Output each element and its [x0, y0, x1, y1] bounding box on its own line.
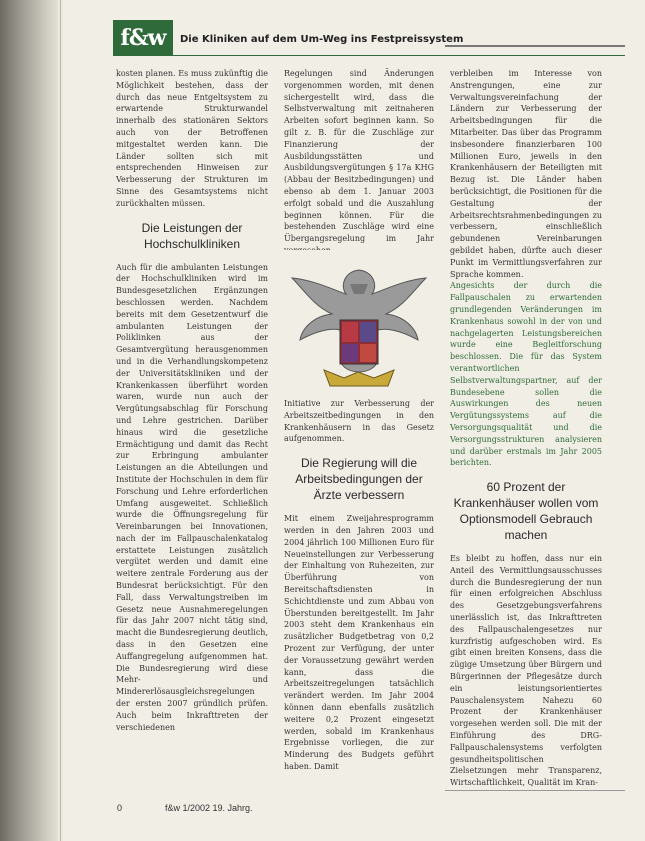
- running-header: Die Kliniken auf dem Um-Weg ins Festpreissystem: [180, 34, 464, 45]
- column-3-green-paragraph: Angesichts der durch die Fallpauschalen zu erwartenden grundlegenden Veränderungen im Krankenhaus sowohl in der von und nachgelagerten Leistungsbereichen wurde eine Begleitforschung beschlossen. Die für das System verantwortlichen Selbstverwaltungspartner, auf der Bundesebene sollen die Auswirkungen des neuen Vergütungssystems auf die Versorgungsqualität und die Versorgungsstrukturen analysieren und darüber erstmals im Jahr 2005 berichten.: [450, 281, 602, 468]
- gutter-line: [60, 0, 61, 841]
- magazine-logo: f&w: [113, 20, 173, 56]
- issue-reference: f&w 1/2002 19. Jahrg.: [165, 803, 253, 813]
- text-column-2: [284, 68, 434, 257]
- column-2-body: Mit einem Zweijahresprogramm werden in den Jahren 2003 und 2004 jährlich 100 Millionen Euro für Neueinstellungen zur Verbesserung der Einhaltung von Ruhezeiten, zur Überführung von Bereitschaftsdiensten in Schichtdienste und zum Abbau von Überstunden bereitgestellt. Im Jahr 2003 steht dem Krankenhaus ein zusätzlicher Budgetbetrag von 0,2 Prozent zur Verfügung, der unter der Voraussetzung gewährt werden kann, dass die Arbeitszeitregelungen tatsächlich verändert werden. Im Jahr 2004 können dann ebenfalls zusätzlich weitere 0,2 Prozent eingesetzt werden, sobald im Krankenhaus Ergebnisse vorliegen, die zur Minderung des Budgets geführt haben. Damit: [284, 514, 434, 771]
- subheading-arbeitsbedingungen: Die Regierung will die Arbeitsbedingungen der Ärzte verbessern: [295, 456, 423, 503]
- column-3-intro: verbleiben im Interesse von Anstrengungen, eine zur Verwaltungsvereinfachung der Ländern zur Verbesserung der Arbeitsbedingungen für die Mitarbeiter. Das über das Programm insbesondere finanzierbaren 100 Millionen Euro, jeweils in den Krankenhäusern der Beteiligten mit Bezug ist. Die Länder haben berücksichtigt, die Positionen für die Gestaltung der Arbeitsrechtsrahmenbedingungen zu verbessern, einschließlich gebundenen Vereinbarungen gebildet haben, dürfte auch dieser Punkt im Vermittlungsverfahren zur Sprache kommen.: [450, 69, 602, 279]
- subheading-hochschulkliniken: Die Leistungen der Hochschulkliniken: [141, 220, 243, 251]
- footer-rule: [445, 790, 625, 791]
- header-rule: [113, 55, 625, 56]
- text-column-2-lower: [284, 398, 434, 773]
- image-caption: Initiative zur Verbesserung der Arbeitszeitbedingungen in den Krankenhäusern in das Gesetz aufgenommen.: [284, 399, 434, 444]
- page-number: 0: [117, 803, 123, 813]
- subheading-optionsmodell: 60 Prozent der Krankenhäuser wollen vom Optionsmodell Gebrauch machen: [453, 480, 599, 543]
- text-column-1: [116, 68, 268, 733]
- text-column-3: [450, 68, 602, 789]
- eagle-emblem-image: [284, 250, 434, 398]
- header-accent-bar: [445, 45, 625, 47]
- column-3-body: Es bleibt zu hoffen, dass nur ein Anteil des Vermittlungsausschusses durch die Bundesregierung der nun für einen erfolgreichen Abschluss des Gesetzgebungsverfahrens unerlässlich ist, das Inkrafttreten des Fallpauschalengesetzes nur kurzfristig aufgeschoben wird. Es gibt einen breiten Konsens, dass die zügige Umsetzung über Bürgern und Bürgerinnen der Pflegesätze durch ein leistungsorientiertes Pauschalensystem Nahezu 60 Prozent der Krankenhäuser vorgesehen werden soll. Die mit der Einführung des DRG-Fallpauschalensystems verfolgten gesundheitspolitischen Zielsetzungen mehr Transparenz, Wirtschaftlichkeit, Qualität im Kran-: [450, 554, 602, 788]
- column-1-intro: kosten planen. Es muss zukünftig die Möglichkeit bestehen, dass der durch das neue Entgeltsystem zu erwartende Strukturwandel innerhalb des stationären Sektors auch von der Betroffenen mitgestaltet werden kann. Die Länder sollten sich mit entsprechenden Hinweisen zur Verbesserung der Strukturen im Sinne des Gesamtsystems nicht zurückhalten müssen.: [116, 69, 268, 208]
- column-2-intro: Regelungen sind Änderungen vorgenommen worden, mit denen sichergestellt wird, dass die Selbstverwaltung mit zeitnaheren Arbeiten sofort beginnen kann. So gilt z. B. für die Zuschläge zur Finanzierung der Ausbildungsstätten und Ausbildungsvergütungen § 17a KHG (Abbau der Besitzbedingungen) und ebenso ab dem 1. Januar 2003 erfolgt sobald und die Auszahlung beginnen können. Für die bestehenden Zuschläge wird eine Übergangsregelung im Jahr: [284, 69, 434, 244]
- column-1-body: Auch für die ambulanten Leistungen der Hochschulkliniken wird im Bundesgesetzlichen Ergänzungen beschlossen werden. Nachdem bereits mit dem Gesetzentwurf die ambulanten Leistungen der Poliklinken aus der Gesamtvergütung herausgenommen und in die Verhandlungskompetenz der Universitätskliniken und der Krankenkassen überführt worden waren, wurde nun auch der Vergütungsabschlag für Forschung und Lehre gestrichen. Darüber hinaus wird die gesetzliche Ermächtigung und damit das Recht zur Erbringung ambulanter Leistungen an die Abteilungen und Institute der Hochschulen in dem für Forschung und Lehre erforderlichen Umfang ausgeweitet. Schließlich wurde die Öffnungsregelung für Vereinbarungen bei Innovationen, nach der im Fallpauschalenkatalog erstattete Leistungen zusätzlich vergütet werden und damit eine weitere zentrale Forderung aus der Bundesrat berücksichtigt. Für den Fall, dass Verwaltungstreiben im Gesetz neue Ausnahmeregelungen für das Jahr 2007 nicht tätig sind, macht die Bundesregierung deutlich, dass in den Gesetzen eine Auffangregelung aufgenommen hat. Die Bundesregierung wird diese Mehr- und Mindererlösausgleichsregelungen der ersten 2007 gründlich prüfen. Auch beim Inkrafttreten der verschiedenen: [116, 262, 268, 732]
- book-spine-shadow: [0, 0, 58, 841]
